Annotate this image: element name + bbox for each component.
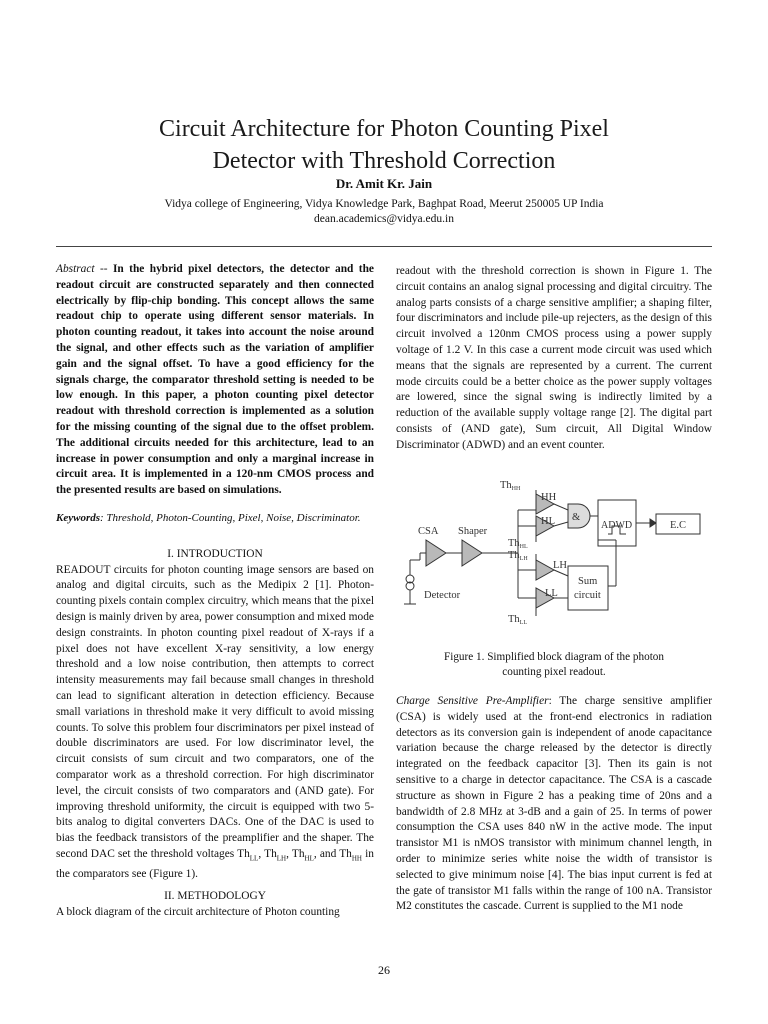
- sum-label-2: circuit: [574, 590, 601, 601]
- th-hh-label: ThHH: [500, 480, 521, 492]
- affiliation-text: Vidya college of Engineering, Vidya Knowledge Park, Baghpat Road, Meerut 250005 UP India: [164, 198, 604, 210]
- title-line-2: Detector with Threshold Correction: [212, 148, 556, 174]
- th-ll-label: ThLL: [508, 614, 528, 626]
- keywords-label: Keywords: [56, 511, 100, 524]
- csa-label: CSA: [418, 526, 439, 537]
- th-lh: $Th_{LH}$: [264, 847, 287, 863]
- csa-text: : The charge sensitive amplifier (CSA) is widely used at the front-end electronics in radiation detectors as its conversion gain is independent of anode capacitance variation because the charge released by the detector is directly integrated on the feedback capacitor [3]. Then its gain is not sensitive to a charge in detector capacitance. The CSA is a cascade structure as shown in Figure 2 has a peaking time of 20ns and a bandwidth of 2.8 MHz at 3-dB and a gain of 25. In terms of power consumption the CSA uses 840 nW in the active mode. The input transistor M1 is nMOS transistor with minimum channel length, in order to minimize series white noise the width of transistor is selected to give minimum noise [4]. The bias input current is fed at the gate of transistor M1 falls within the range of 100 nA. Transistor M2 constitutes the cascade. Current is supplied to the M1 node: [396, 695, 712, 913]
- section-heading-introduction: I. INTRODUCTION: [167, 547, 263, 560]
- and-label: &: [572, 512, 581, 523]
- abstract: [56, 262, 374, 499]
- left-column: [56, 262, 374, 920]
- lh-label: LH: [553, 560, 567, 571]
- keywords: [56, 511, 374, 527]
- csa-amplifier-icon: [426, 540, 446, 566]
- th-hl: $Th_{HL}$: [291, 847, 314, 863]
- author-affiliation: [0, 197, 768, 227]
- hh-label: HH: [541, 492, 557, 503]
- abstract-sep: --: [94, 263, 113, 275]
- comparator-lh-icon: [536, 560, 554, 580]
- sum-circuit-block: [568, 566, 608, 610]
- intro-text: READOUT circuits for photon counting image sensors are based on analog and digital circuits, such as the Medipix 2 [1]. Photon-counting pixels contain complex circuitry, which means that the pixel design is mainly driven by area, power consumption and mixed mode design constraints. In photon counting pixel readout of X-rays if a pixel does not have excellent X-ray sensitivity, a low energy threshold and a low noise contribution, then attempts to correct intensity measurements may fail because small changes in threshold can lead to significant alteration in detection efficiency. Because small variations in threshold make it very difficult to avoid missing counts. To solve this problem four discriminators per pixel instead of double discriminators are used. For low discriminator level, the circuit consists of sum circuit and two comparators, one of the comparator work as a threshold correction. For high discriminator level, the circuit consists of two comparators and (AND gate). For improving threshold uniformity, the circuit is equipped with two 5-bits analog to digital converters DACs. One of the DAC is used to bias the feedback transistors of the preamplifier and the shaper. The second DAC set the threshold voltages: [56, 563, 374, 860]
- csa-heading: Charge Sensitive Pre-Amplifier: [396, 695, 549, 707]
- author-email: dean.academics@vidya.edu.in: [314, 213, 454, 225]
- methodology-paragraph: A block diagram of the circuit architecture of Photon counting: [56, 905, 340, 918]
- right-column-top: [396, 264, 712, 454]
- right-column-bottom: [396, 694, 712, 915]
- paper-title: [60, 113, 708, 177]
- title-line-1: Circuit Architecture for Photon Counting Pixel: [159, 116, 609, 142]
- keywords-text: : Threshold, Photon-Counting, Pixel, Noise, Discriminator.: [100, 511, 361, 524]
- shaper-amplifier-icon: [462, 540, 482, 566]
- th-ll: $Th_{LL}$: [237, 847, 259, 863]
- author-name: Dr. Amit Kr. Jain: [335, 176, 433, 191]
- adwd-label: ADWD: [601, 520, 633, 531]
- csa-paragraph: [396, 694, 712, 915]
- abstract-label: Abstract: [56, 263, 95, 275]
- th-hl-label: ThHL: [508, 538, 528, 550]
- ec-label: E.C: [670, 520, 687, 531]
- ll-label: LL: [545, 588, 558, 599]
- abstract-text: In the hybrid pixel detectors, the detector and the readout circuit are constructed separately and then connected electrically by flip-chip bonding. This concept allows the same readout chip to operate using different sensor materials. In photon counting readout, it takes into account the noise around the signal, and other effects such as the variation of amplifier gain and the signal offset. To have a good efficiency for the signals charge, the comparator threshold setting is needed to be low enough. In this paper, a photon counting pixel detector readout with threshold correction is implemented as a solution for the missing counting of the signal due to the offset problem. The additional circuits needed for this architecture, lead to an increase in power consumption and only a marginal increase in circuit area. It is implemented in a 120-nm CMOS process and the presented results are based on simulations.: [56, 263, 374, 497]
- figure-caption: [396, 650, 712, 680]
- caption-line-1: Figure 1. Simplified block diagram of the photon: [444, 651, 664, 663]
- block-diagram-figure: [396, 476, 712, 636]
- page-number: 26: [378, 963, 390, 977]
- shaper-label: Shaper: [458, 526, 488, 537]
- th-lh-label: ThLH: [508, 550, 528, 562]
- methodology-continued: readout with the threshold correction is shown in Figure 1. The circuit contains an analog signal processing and digital circuitry. The analog parts consists of a charge sensitive amplifier; a shaping filter, four discriminators and include pile-up rejecters, as the design of this circuit involved a 120nm CMOS process using a power supply voltage of 1.2 V. In this case a current mode circuit was used which means that the signals are represented by a current. The current mode circuits could be a better choice as the power supply voltages are lowered, since the signal swing is indirectly limited by a reduction of the available supply voltage range [2]. The digital part consists of (AND gate), Sum circuit, All Digital Window Discriminator (ADWD) and an event counter.: [396, 265, 712, 451]
- caption-line-2: counting pixel readout.: [502, 666, 606, 678]
- intro-tail: in the comparators see (Figure 1).: [56, 847, 374, 880]
- section-heading-methodology: II. METHODOLOGY: [164, 889, 266, 902]
- header-rule: [56, 246, 712, 247]
- th-hh: $Th_{HH}$: [339, 847, 362, 863]
- introduction-paragraph: READOUT circuits for photon counting image sensors are based on analog and digital circuits, such as the Medipix 2 [1]. Photon-counting pixels contain complex circuitry, which means that the pixel design is mainly driven by area, power consumption and mixed mode design constraints. In photon counting pixel readout of X-rays if a pixel does not have excellent X-ray sensitivity, a low energy threshold and a low noise contribution, then attempts to correct intensity measurements may fail because small changes in threshold can lead to significant alteration in detection efficiency. Because small variations in threshold make it very difficult to avoid missing counts. To solve this problem four discriminators per pixel instead of double discriminators are used. For low discriminator level, the circuit consists of sum circuit and two comparators, one of the comparator work as a threshold correction. For high discriminator level, the circuit consists of two comparators and (AND gate). For improving threshold uniformity, the circuit is equipped with two 5-bits analog to digital converters DACs. One of the DAC is used to bias the feedback transistors of the preamplifier and the shaper. The second DAC set the threshold voltages $Th_{LL}$, $Th_{LH}$, $Th_{HL}$, and $Th_{HH}$ in the comparators see (Figure 1).: [56, 563, 374, 880]
- hl-label: HL: [541, 516, 555, 527]
- sum-label-1: Sum: [578, 576, 598, 587]
- detector-label: Detector: [424, 590, 461, 601]
